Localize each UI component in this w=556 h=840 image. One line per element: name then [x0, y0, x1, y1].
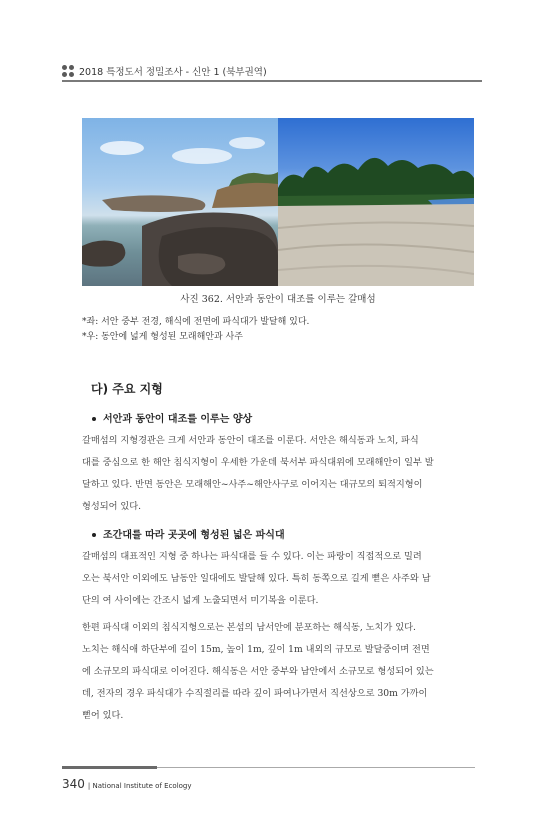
paragraph-line: 형성되어 있다.: [82, 501, 142, 512]
paragraph-line: 뻗어 있다.: [82, 710, 124, 721]
footer-organization: | National Institute of Ecology: [87, 782, 192, 790]
east-coast-photo: [278, 118, 474, 286]
paragraph-line: 달하고 있다. 반면 동안은 모래해안~사주~해안사구로 이어지는 대규모의 퇴적지형이: [82, 479, 423, 490]
paragraph-line: 데, 전자의 경우 파식대가 수직절리를 따라 깊이 파여나가면서 직선상으로 30m 가까이: [82, 688, 428, 699]
subsection-heading-1: 서안과 동안이 대조를 이루는 양상: [92, 410, 252, 425]
header-title: 2018 특정도서 정밀조사 - 신안 1 (북부권역): [79, 67, 267, 78]
west-coast-photo: [82, 118, 278, 286]
footer-divider-thin: [157, 767, 475, 768]
paragraph-line: 오는 북서안 이외에도 남동안 일대에도 발달해 있다. 특히 동쪽으로 길게 뻗은 사주와 남: [82, 573, 431, 584]
figure-note-left: *좌: 서안 중부 전경, 해식에 전면에 파식대가 발달해 있다.: [82, 317, 310, 327]
header-divider: [62, 80, 482, 82]
bullet-icon: [92, 417, 96, 421]
page-footer: [62, 773, 192, 792]
subsection-heading-2: 조간대를 따라 곳곳에 형성된 넓은 파식대: [92, 526, 285, 541]
page-number: 340: [62, 777, 85, 791]
bullet-icon: [92, 533, 96, 537]
dots-icon: [62, 65, 74, 77]
paragraph-line: 대를 중심으로 한 해안 침식지형이 우세한 가운데 북서부 파식대위에 모래해안이 일부 발: [82, 457, 434, 468]
paragraph-line: 단의 여 사이에는 간조시 넓게 노출되면서 미기복을 이룬다.: [82, 595, 319, 606]
paragraph-line: 에 소규모의 파식대로 이어진다. 해식동은 서안 중부와 남안에서 소규모로 형성되어 있는: [82, 666, 434, 677]
paragraph-line: 갈매섬의 지형경관은 크게 서안과 동안이 대조를 이룬다. 서안은 해식동과 노치, 파식: [82, 435, 419, 446]
paragraph-line: 한편 파식대 이외의 침식지형으로는 본섬의 남서안에 분포하는 해식동, 노치가 있다.: [82, 622, 416, 633]
paragraph-line: 갈매섬의 대표적인 지형 중 하나는 파식대를 들 수 있다. 이는 파랑이 직접적으로 밀려: [82, 551, 422, 562]
footer-divider: [62, 766, 157, 769]
running-header: [62, 64, 482, 80]
figure-note-right: *우: 동안에 넓게 형성된 모래해안과 사주: [82, 332, 243, 342]
figure-caption: 사진 362. 서안과 동안이 대조를 이루는 갈매섬: [180, 294, 376, 305]
photo-pair: [82, 118, 474, 286]
section-title: 다) 주요 지형: [91, 382, 163, 396]
paragraph-line: 노치는 해식애 하단부에 길이 15m, 높이 1m, 깊이 1m 내외의 규모로 발달중이며 전면: [82, 644, 430, 655]
